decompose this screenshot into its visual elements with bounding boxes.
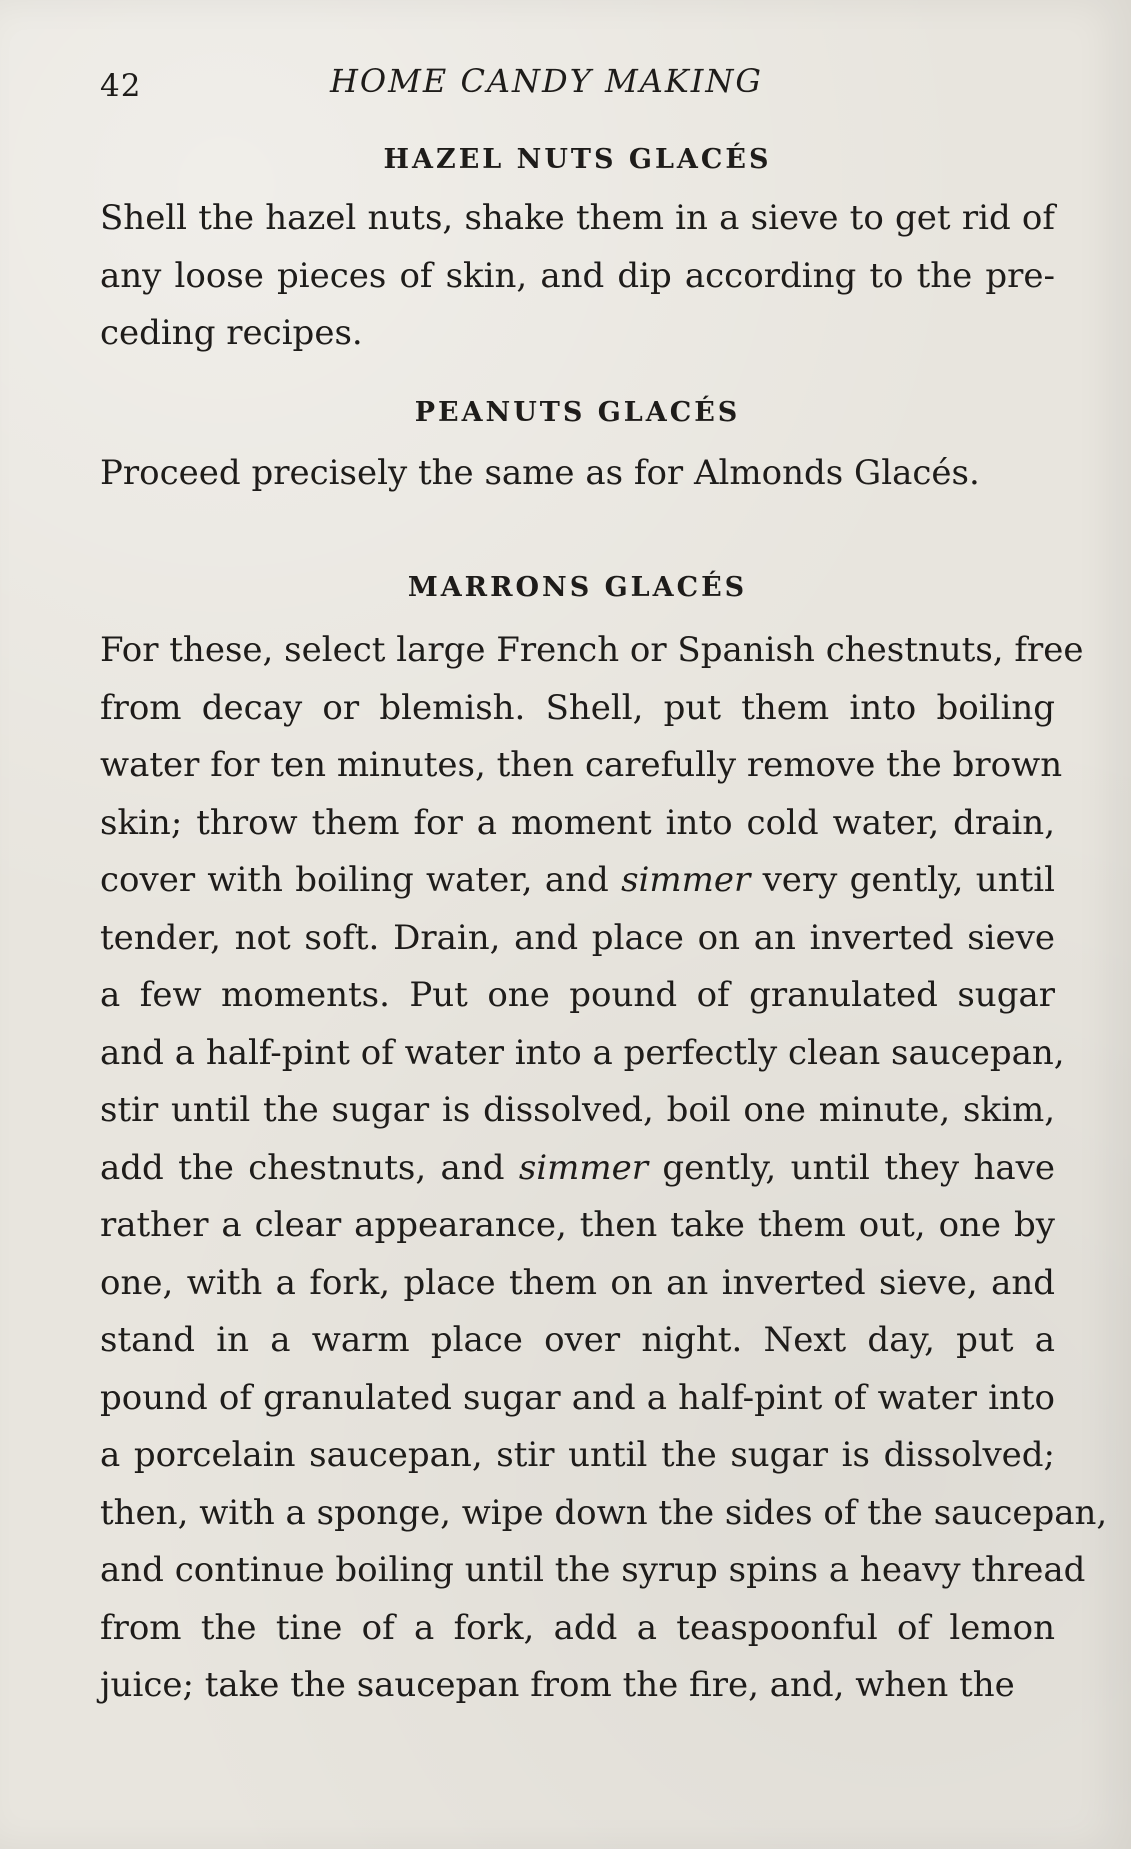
text-line: rather a clear appearance, then take them out, one by bbox=[100, 1205, 1055, 1245]
text-line: water for ten minutes, then carefully remove the brown bbox=[100, 745, 1063, 785]
text-line: a porcelain saucepan, stir until the sugar is dissolved; bbox=[100, 1435, 1055, 1475]
text-line: pound of granulated sugar and a half-pint of water into bbox=[100, 1377, 1055, 1418]
text-line: Shell the hazel nuts, shake them in a sieve to get rid of bbox=[100, 198, 1055, 238]
text-line: a few moments. Put one pound of granulated sugar bbox=[100, 975, 1055, 1015]
heading-marrons: MARRONS GLACÉS bbox=[407, 572, 748, 603]
paragraph-hazel-nuts bbox=[100, 190, 1055, 363]
text-line: tender, not soft. Drain, and place on an inverted sieve bbox=[100, 917, 1055, 958]
text-line: Proceed precisely the same as for Almonds Glacés. bbox=[100, 452, 980, 493]
text-line: juice; take the saucepan from the fire, and, when the bbox=[100, 1665, 1015, 1705]
text-line: For these, select large French or Spanish chestnuts, free bbox=[100, 630, 1084, 670]
italic-term: simmer bbox=[518, 1147, 649, 1188]
heading-hazel-nuts: HAZEL NUTS GLACÉS bbox=[383, 144, 772, 175]
paragraph-peanuts bbox=[100, 445, 1055, 503]
text-line: then, with a sponge, wipe down the sides of the saucepan, bbox=[100, 1492, 1108, 1533]
text-line: skin; throw them for a moment into cold water, drain, bbox=[100, 802, 1055, 843]
running-title: HOME CANDY MAKING bbox=[330, 62, 763, 100]
text-line: from decay or blemish. Shell, put them into boiling bbox=[100, 687, 1055, 728]
page-header bbox=[100, 56, 1071, 112]
text-line: stand in a warm place over night. Next day, put a bbox=[100, 1320, 1055, 1360]
paragraph-marrons bbox=[100, 622, 1108, 1715]
italic-term: simmer bbox=[621, 860, 751, 900]
page-body bbox=[100, 140, 1108, 1715]
text-line: any loose pieces of skin, and dip according to the pre- bbox=[100, 255, 1055, 296]
text-line bbox=[100, 852, 1055, 910]
text-line: one, with a fork, place them on an inverted sieve, and bbox=[100, 1262, 1055, 1303]
text-line: and a half-pint of water into a perfectly clean saucepan, bbox=[100, 1032, 1065, 1073]
heading-peanuts: PEANUTS GLACÉS bbox=[414, 396, 741, 428]
text-line: stir until the sugar is dissolved, boil one minute, skim, bbox=[100, 1090, 1055, 1130]
text-line: from the tine of a fork, add a teaspoonful of lemon bbox=[100, 1607, 1055, 1648]
text-segment: cover with boiling water, and bbox=[100, 860, 622, 900]
text-line: ceding recipes. bbox=[100, 313, 363, 353]
page-number: 42 bbox=[100, 68, 142, 104]
text-line: and continue boiling until the syrup spins a heavy thread bbox=[100, 1550, 1086, 1590]
text-segment: add the chestnuts, and bbox=[100, 1147, 519, 1188]
text-segment: very gently, until bbox=[750, 860, 1055, 900]
text-segment: gently, until they have bbox=[648, 1147, 1055, 1188]
text-line bbox=[100, 1140, 1055, 1198]
